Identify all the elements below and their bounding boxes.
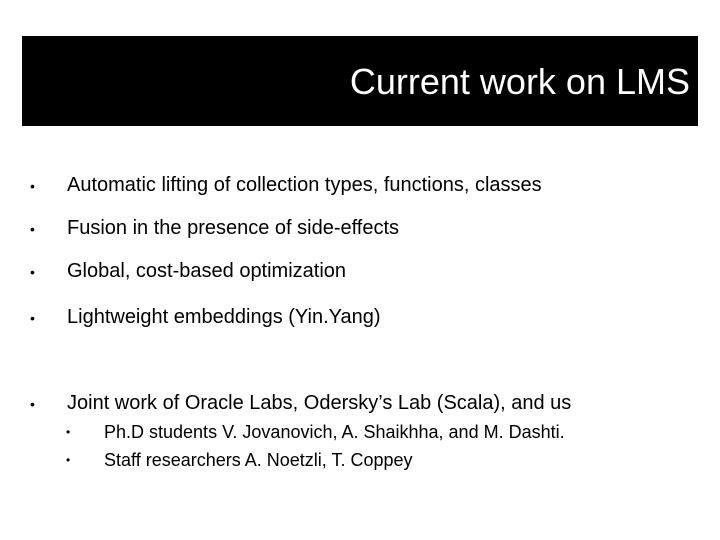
sub-bullet-item xyxy=(0,420,720,446)
bullet-item xyxy=(0,257,720,287)
sub-bullet-marker: • xyxy=(66,453,71,467)
sub-bullet-text: Ph.D students V. Jovanovich, A. Shaikhha, and M. Dashti. xyxy=(104,422,565,442)
bullet-marker: • xyxy=(30,310,35,326)
sub-bullet-text: Staff researchers A. Noetzli, T. Coppey xyxy=(104,450,413,470)
bullet-text: Automatic lifting of collection types, functions, classes xyxy=(67,174,542,196)
sub-bullet-item xyxy=(0,448,720,474)
bullet-marker: • xyxy=(30,396,35,412)
slide-title: Current work on LMS xyxy=(349,61,690,102)
bullet-marker: • xyxy=(30,178,35,194)
bullet-item xyxy=(0,214,720,244)
title-bar xyxy=(22,36,698,126)
bullet-text: Joint work of Oracle Labs, Odersky’s Lab (Scala), and us xyxy=(67,392,572,414)
bullet-text: Fusion in the presence of side-effects xyxy=(67,217,400,239)
bullet-item xyxy=(0,171,720,201)
bullet-text: Global, cost-based optimization xyxy=(67,260,347,282)
bullet-text: Lightweight embeddings (Yin.Yang) xyxy=(67,306,381,328)
bullet-marker: • xyxy=(30,264,35,280)
bullet-marker: • xyxy=(30,221,35,237)
sub-bullet-marker: • xyxy=(66,425,71,439)
bullet-item xyxy=(0,303,720,333)
bullet-item xyxy=(0,389,720,419)
